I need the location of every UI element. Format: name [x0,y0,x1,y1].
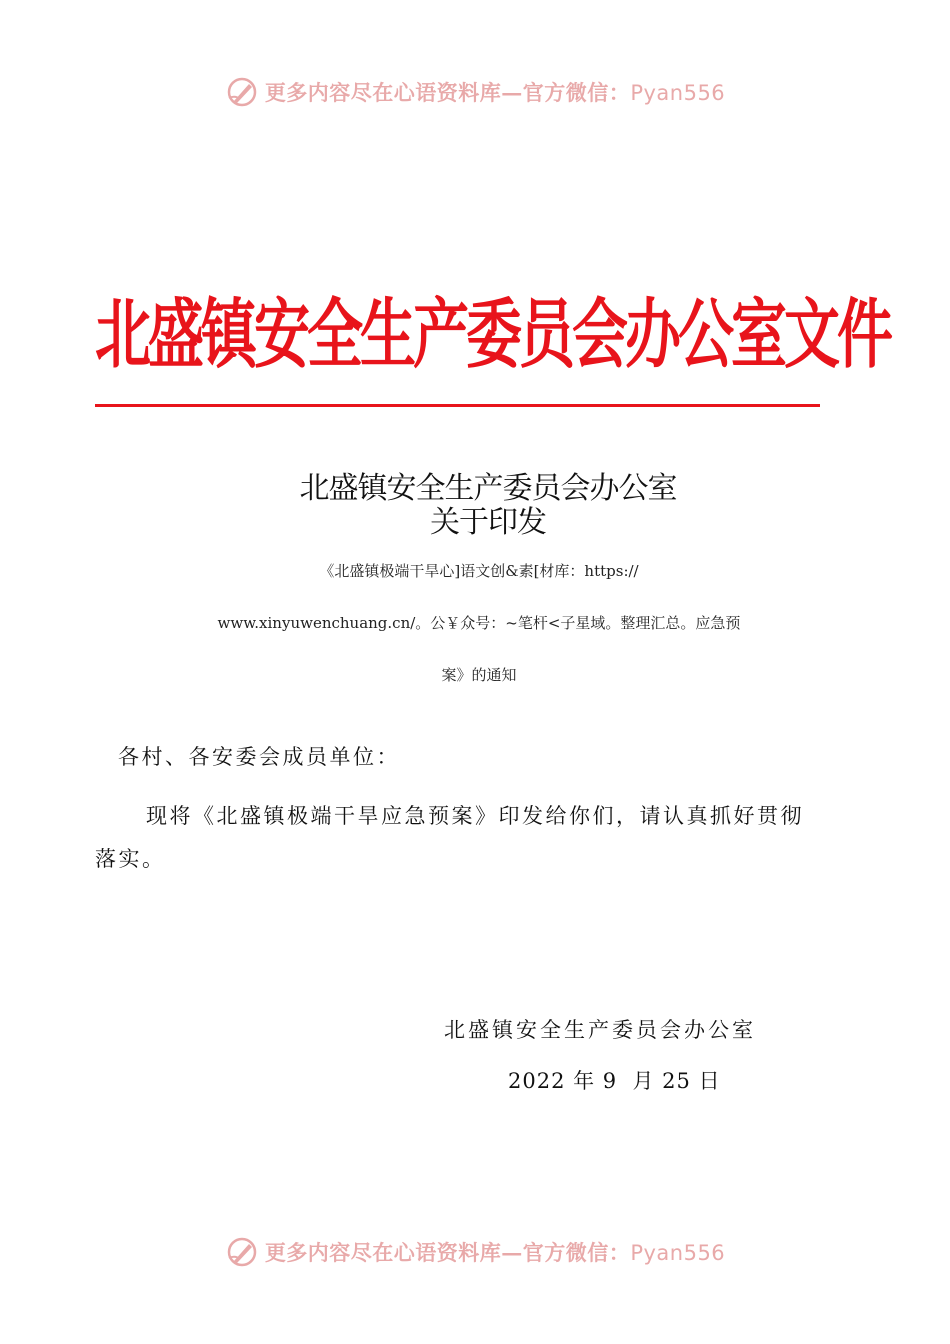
document-title-line-1: 北盛镇安全生产委员会办公室 [299,471,677,506]
signature: 北盛镇安全生产委员会办公室 [444,1018,756,1042]
pen-circle-logo-icon [225,1235,259,1269]
watermark-wechat-id: Pyan556 [630,1241,726,1265]
subtitle-line-1: 《北盛镇极端干旱心]语文创&素[材库：https:// [319,562,639,580]
watermark-text: 更多内容尽在心语资料库—官方微信：Pyan556 [264,80,726,105]
body-text-line-1: 现将《北盛镇极端干旱应急预案》印发给你们，请认真抓好贯彻 [146,804,804,828]
watermark-text: 更多内容尽在心语资料库—官方微信：Pyan556 [264,1240,726,1265]
watermark-header [0,74,950,110]
document-title-line-2: 关于印发 [430,505,546,540]
body-text-line-2: 落实。 [95,847,166,871]
subtitle-line-2: www.xinyuwenchuang.cn/。公￥众号：~笔杆<子星域。整理汇总。应急预 [217,614,741,632]
pen-circle-logo-icon [225,75,259,109]
watermark-wechat-id: Pyan556 [630,81,726,105]
document-date: 2022 年 9 月 25 日 [508,1069,721,1093]
red-divider [95,404,820,407]
document-banner-title: 北盛镇安全生产委员会办公室文件 [95,291,890,380]
watermark-footer [0,1234,950,1270]
subtitle-line-3: 案》的通知 [441,666,517,684]
salutation: 各村、各安委会成员单位： [118,745,400,769]
